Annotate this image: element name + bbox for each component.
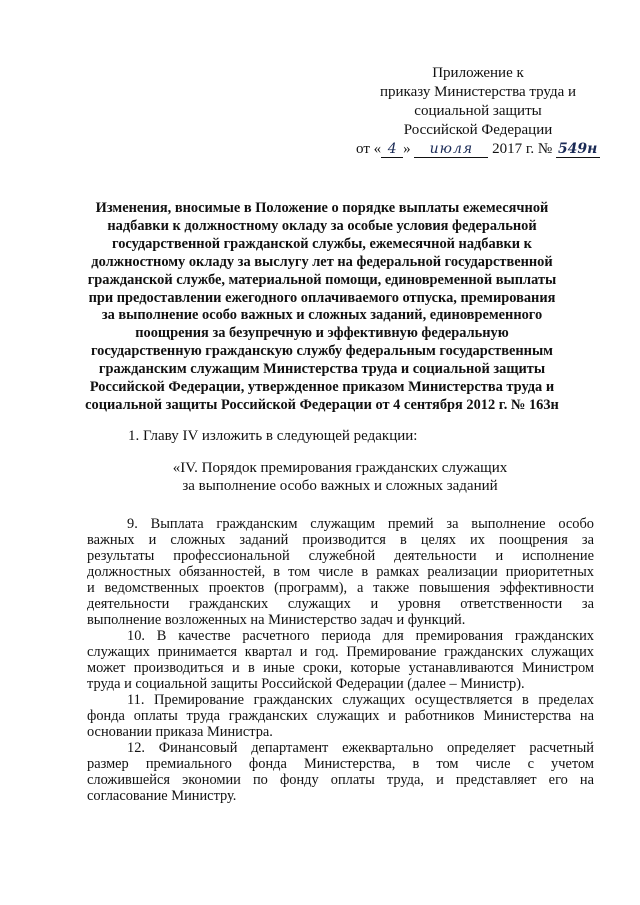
- paragraph-9-line: важных и сложных заданий производится в целях их поощрения за: [87, 532, 594, 548]
- paragraph-9-line: и ведомственных проектов (программ), а также повышения эффективности: [87, 580, 594, 596]
- title-line: Российской Федерации, утвержденное приказом Министерства труда и: [89, 379, 555, 396]
- handwritten-day: 4: [381, 142, 403, 158]
- paragraph-10-line: может производиться и в иные сроки, которые устанавливаются Министром: [87, 660, 594, 676]
- chapter-heading: [100, 459, 580, 495]
- title-line: должностному окладу за выслугу лет на федеральной государственной: [91, 253, 553, 270]
- paragraph-9-line: должностных обязанностей, в том числе в рамках реализации приоритетных: [87, 564, 594, 580]
- chapter-heading-line: «IV. Порядок премирования гражданских служащих: [172, 460, 508, 476]
- paragraph-11-line: фонда оплаты труда гражданских служащих и работников Министерства на: [87, 708, 594, 724]
- date-prefix: от «: [356, 141, 382, 157]
- body-text: [87, 516, 594, 804]
- order-date-line: [350, 140, 606, 159]
- date-mid: »: [403, 141, 411, 157]
- title-line: гражданской службе, материальной помощи, единовременной выплаты: [87, 271, 557, 288]
- title-line: государственную гражданскую службу федеральным государственным: [90, 343, 553, 360]
- paragraph-11-line: основании приказа Министра.: [87, 724, 273, 740]
- paragraph-11-line: 11. Премирование гражданских служащих осуществляется в пределах: [127, 692, 594, 708]
- paragraph-9-line: результаты профессиональной служебной деятельности и исполнение: [87, 548, 594, 564]
- title-line: социальной защиты Российской Федерации от 4 сентября 2012 г. № 163н: [85, 396, 559, 413]
- paragraph-10-line: служащих принимается квартал и год. Премирование гражданских служащих: [87, 644, 594, 660]
- title-line: гражданским служащим Министерства труда и социальной защиты: [98, 361, 546, 378]
- title-line: за выполнение особо важных и сложных заданий, единовременного: [101, 307, 543, 324]
- paragraph-10-line: труда и социальной защиты Российской Федерации (далее – Министр).: [87, 676, 525, 692]
- appendix-line: Приложение к: [432, 65, 524, 81]
- handwritten-month: июля: [414, 142, 488, 158]
- paragraph-12-line: размер премиального фонда Министерства, в том числе с учетом: [87, 756, 594, 772]
- appendix-header: [350, 64, 606, 159]
- paragraph-9-line: выполнение возложенных на Министерство задач и функций.: [87, 612, 466, 628]
- paragraph-9-line: деятельности гражданских служащих и уровня ответственности за: [87, 596, 594, 612]
- paragraph-9-line: 9. Выплата гражданским служащим премий за выполнение особо: [127, 516, 594, 532]
- title-line: надбавки к должностному окладу за особые условия федеральной: [107, 217, 537, 234]
- paragraph-12-line: 12. Финансовый департамент ежеквартально определяет расчетный: [127, 740, 594, 756]
- appendix-line: Российской Федерации: [403, 122, 553, 138]
- appendix-line: социальной защиты: [414, 103, 542, 119]
- paragraph-12-line: согласование Министру.: [87, 788, 237, 804]
- paragraph-12-line: сложившейся экономии по фонду оплаты труда, и представляет его на: [87, 772, 594, 788]
- item-1-instruction: 1. Главу IV изложить в следующей редакции:: [128, 428, 418, 444]
- chapter-heading-line: за выполнение особо важных и сложных заданий: [182, 478, 498, 494]
- title-line: при предоставлении ежегодного оплачиваемого отпуска, премирования: [88, 289, 556, 306]
- title-line: поощрения за безупречную и эффективную федеральную: [135, 325, 509, 342]
- document-title: [82, 200, 562, 415]
- handwritten-order-number: 549н: [556, 142, 600, 158]
- date-year: 2017 г. №: [492, 141, 553, 157]
- title-line: Изменения, вносимые в Положение о порядке выплаты ежемесячной: [95, 200, 549, 216]
- title-line: государственной гражданской службы, ежемесячной надбавки к: [112, 235, 532, 252]
- appendix-line: приказу Министерства труда и: [379, 84, 577, 100]
- paragraph-10-line: 10. В качестве расчетного периода для премирования гражданских: [127, 628, 594, 644]
